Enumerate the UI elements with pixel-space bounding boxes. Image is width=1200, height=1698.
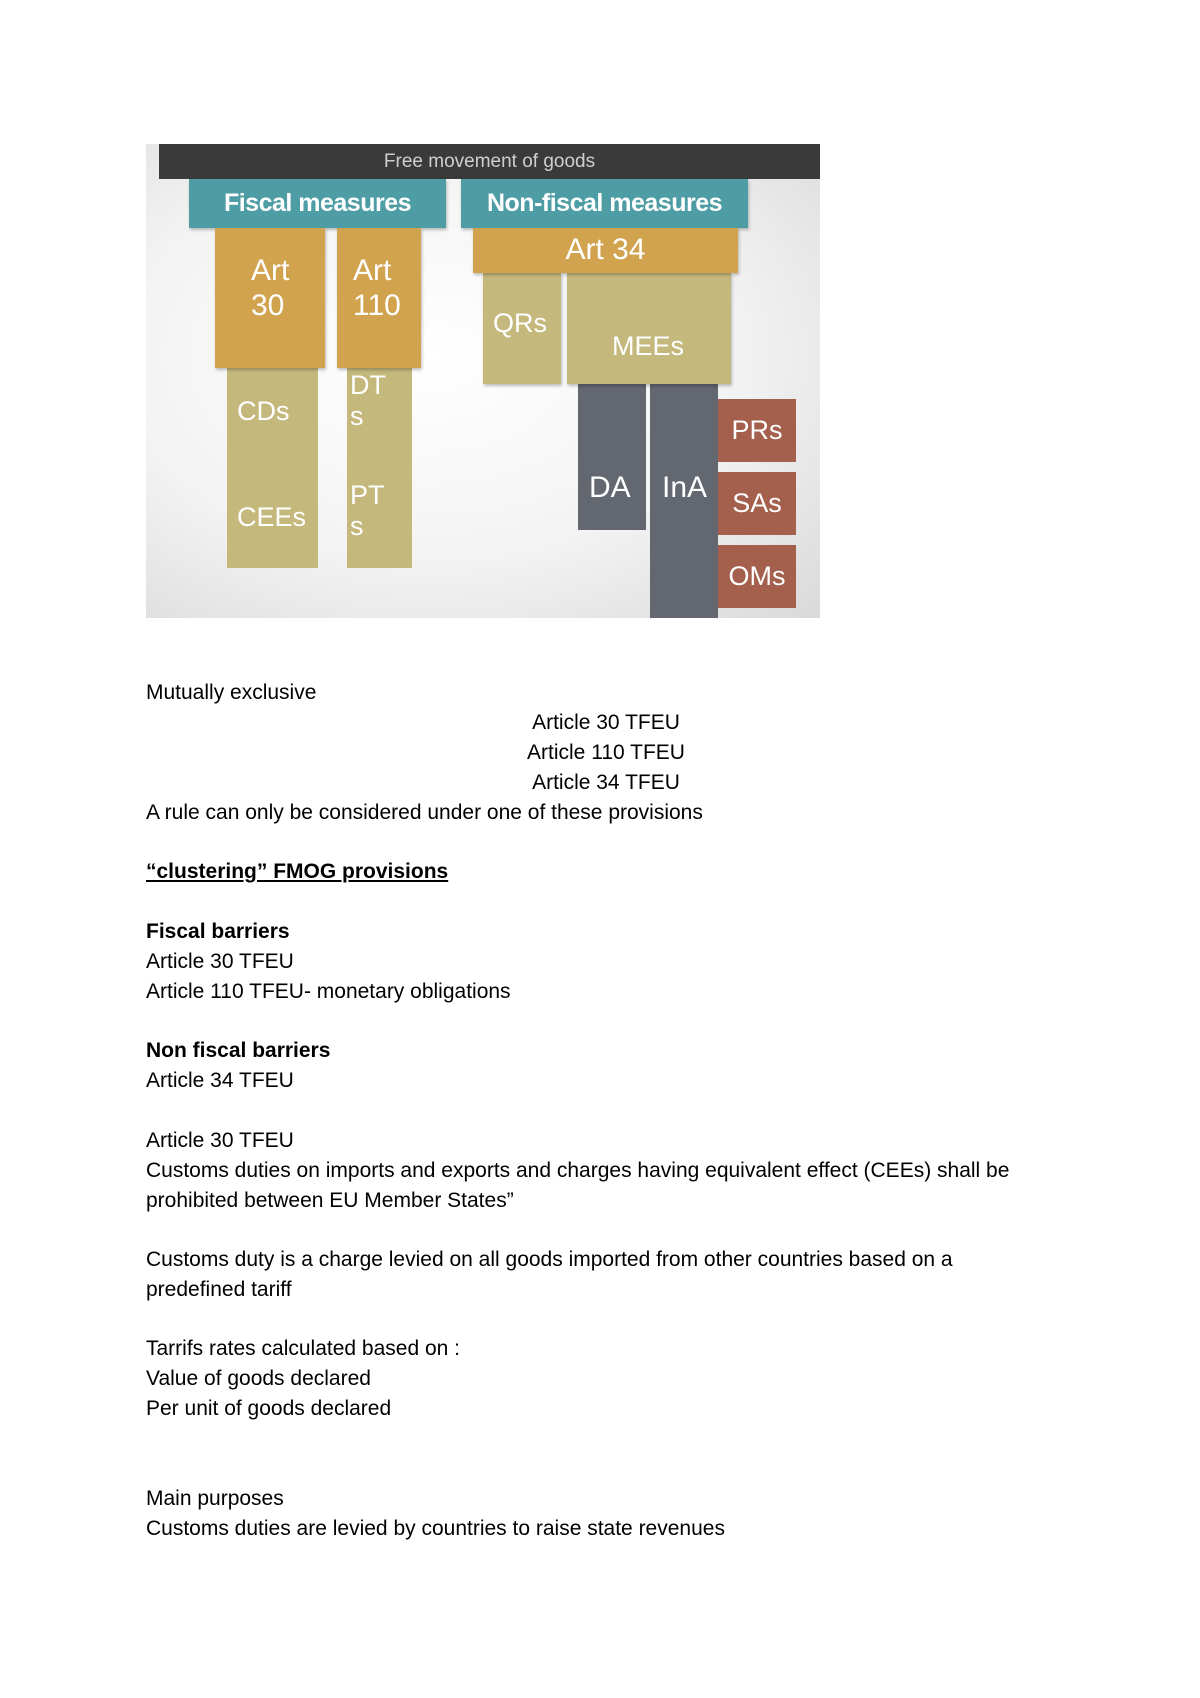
da-block [578, 384, 646, 530]
article-30-text-line-2: prohibited between EU Member States” [146, 1189, 514, 1212]
nonfiscal-measures-header [461, 179, 748, 228]
diagram-title: Free movement of goods [383, 150, 596, 172]
art30-line-1: Art [251, 254, 290, 287]
tariff-unit-item: Per unit of goods declared [146, 1397, 392, 1420]
taxes-column [347, 368, 412, 568]
main-purposes-heading: Main purposes [146, 1487, 284, 1510]
art34-block [473, 228, 738, 273]
article-30-heading: Article 30 TFEU [146, 1129, 294, 1152]
nonfiscal-barriers-heading: Non fiscal barriers [146, 1039, 331, 1062]
sas-label: SAs [732, 487, 782, 518]
article-110-centered: Article 110 TFEU [527, 741, 685, 764]
oms-label: OMs [728, 560, 786, 591]
customs-definition-line-2: predefined tariff [146, 1278, 292, 1301]
fiscal-measures-label: Fiscal measures [223, 189, 412, 218]
one-provision-text: A rule can only be considered under one of these provisions [146, 801, 703, 824]
dts-line-1: DT [350, 370, 386, 400]
art30-block [215, 228, 325, 368]
art110-line-1: Art [353, 254, 392, 287]
ina-block [650, 384, 718, 618]
tariff-value-item: Value of goods declared [146, 1367, 371, 1390]
art110-line-2: 110 [353, 288, 401, 322]
dts-line-2: s [350, 401, 364, 432]
cees-label: CEEs [237, 502, 307, 532]
article-30-centered: Article 30 TFEU [532, 711, 680, 734]
sas-block [718, 472, 796, 535]
mutually-exclusive-text: Mutually exclusive [146, 681, 317, 704]
fiscal-measures-header [189, 179, 446, 228]
prs-block [718, 399, 796, 462]
clustering-heading: “clustering” FMOG provisions [146, 860, 449, 883]
article-30-text-line-1: Customs duties on imports and exports and charges having equivalent effect (CEEs) shall be [146, 1159, 1010, 1182]
mees-label: MEEs [612, 331, 685, 361]
da-label: DA [589, 471, 631, 504]
article-34-centered: Article 34 TFEU [532, 771, 680, 794]
pts-line-2: s [350, 511, 364, 542]
art110-block [337, 228, 421, 368]
mees-block [567, 273, 731, 384]
ina-label: InA [662, 471, 708, 504]
qrs-label: QRs [493, 308, 547, 338]
customs-definition-line-1: Customs duty is a charge levied on all goods imported from other countries based on a [146, 1248, 953, 1271]
fmog-diagram [146, 144, 820, 618]
purpose-revenue: Customs duties are levied by countries to raise state revenues [146, 1517, 725, 1540]
cds-label: CDs [237, 396, 290, 426]
fiscal-barriers-heading: Fiscal barriers [146, 920, 290, 943]
diagram-title-bar [159, 144, 820, 179]
tariffs-intro: Tarrifs rates calculated based on : [146, 1337, 460, 1360]
customs-duties-column [227, 368, 318, 568]
art34-label: Art 34 [565, 233, 646, 267]
art30-line-2: 30 [251, 288, 285, 322]
prs-label: PRs [731, 414, 783, 445]
qrs-block [483, 273, 561, 384]
dts-label [350, 370, 386, 432]
nonfiscal-measures-label: Non-fiscal measures [486, 189, 723, 218]
pts-line-1: PT [350, 480, 385, 510]
oms-block [718, 545, 796, 608]
pts-label [350, 480, 385, 542]
fiscal-article-110: Article 110 TFEU- monetary obligations [146, 980, 511, 1003]
fiscal-article-30: Article 30 TFEU [146, 950, 294, 973]
nonfiscal-article-34: Article 34 TFEU [146, 1069, 294, 1092]
